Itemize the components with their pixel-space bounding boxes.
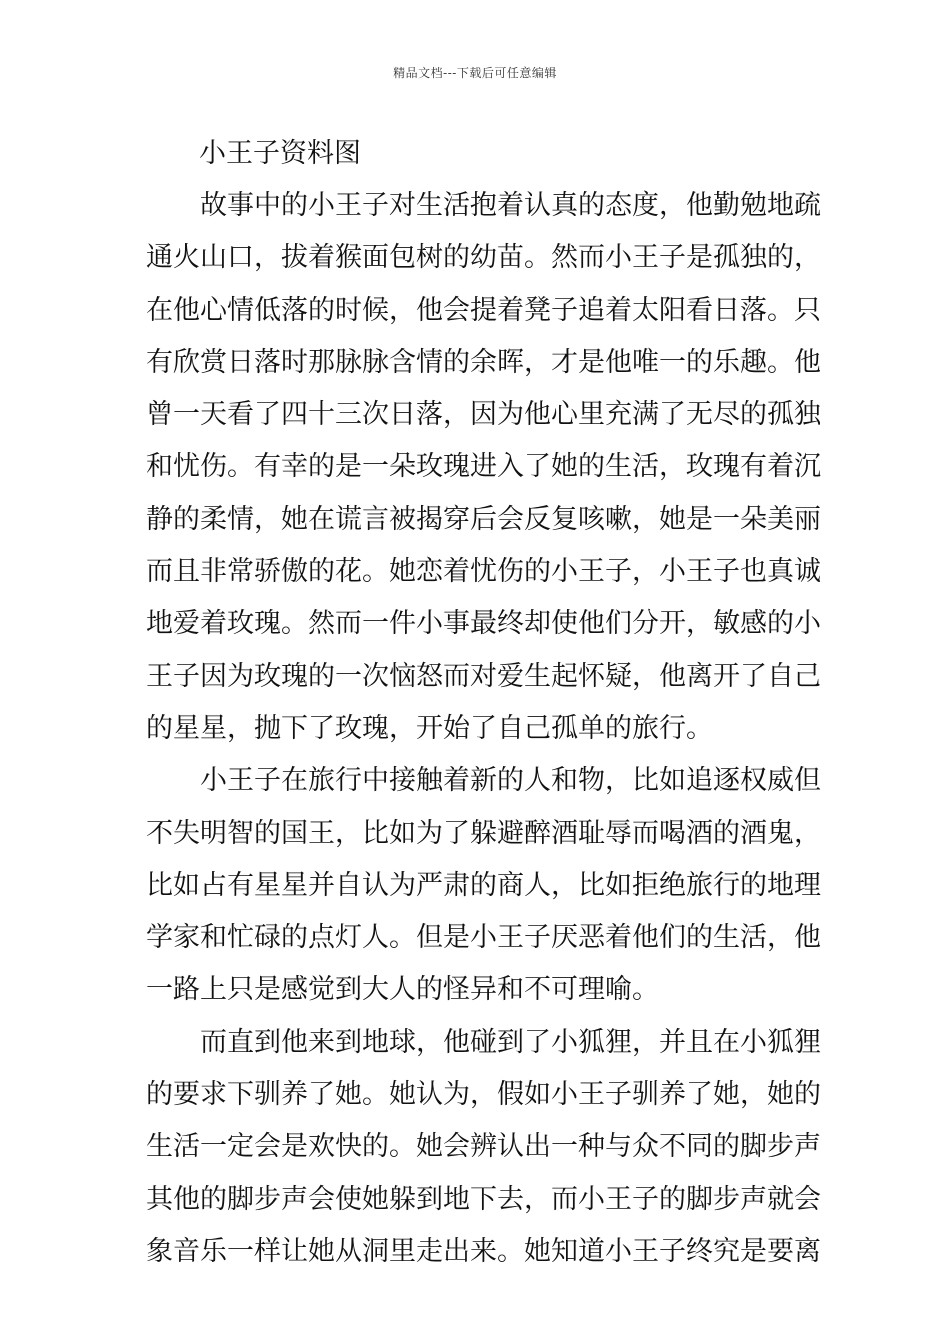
document-body [146, 128, 821, 1278]
paragraph-line: 的星星，抛下了玫瑰，开始了自己孤单的旅行。 [146, 712, 713, 744]
paragraph-line: 和忧伤。有幸的是一朵玫瑰进入了她的生活，玫瑰有着沉 [146, 451, 821, 483]
paragraph-line: 的要求下驯养了她。她认为，假如小王子驯养了她，她的 [146, 1079, 821, 1111]
paragraph-line: 曾一天看了四十三次日落，因为他心里充满了无尽的孤独 [146, 399, 821, 431]
paragraph-line: 故事中的小王子对生活抱着认真的态度，他勤勉地疏 [200, 190, 821, 221]
paragraph-line: 不失明智的国王，比如为了躲避醉酒耻辱而喝酒的酒鬼， [146, 817, 821, 849]
paragraph-line: 小王子在旅行中接触着新的人和物，比如追逐权威但 [200, 765, 821, 797]
paragraph-line: 象音乐一样让她从洞里走出来。她知道小王子终究是要离 [146, 1235, 821, 1267]
paragraph-line: 学家和忙碌的点灯人。但是小王子厌恶着他们的生活，他 [146, 922, 821, 954]
paragraph-line: 有欣赏日落时那脉脉含情的余晖，才是他唯一的乐趣。他 [146, 346, 821, 378]
paragraph-line: 在他心情低落的时候，他会提着凳子追着太阳看日落。只 [146, 294, 821, 326]
paragraph-line: 王子因为玫瑰的一次恼怒而对爱生起怀疑，他离开了自己 [146, 660, 821, 692]
paragraph-line: 静的柔情，她在谎言被揭穿后会反复咳嗽，她是一朵美丽 [146, 503, 821, 535]
paragraph-line: 生活一定会是欢快的。她会辨认出一种与众不同的脚步声 [146, 1131, 821, 1163]
paragraph-line: 地爱着玫瑰。然而一件小事最终却使他们分开，敏感的小 [146, 608, 821, 640]
document-title: 小王子资料图 [199, 138, 361, 169]
page-header: 精品文档---下载后可任意编辑 [393, 66, 557, 80]
paragraph-line: 一路上只是感觉到大人的怪异和不可理喻。 [146, 974, 659, 1006]
paragraph-line: 而且非常骄傲的花。她恋着忧伤的小王子，小王子也真诚 [146, 556, 821, 588]
paragraph-line: 比如占有星星并自认为严肃的商人，比如拒绝旅行的地理 [146, 869, 821, 901]
paragraph-line: 而直到他来到地球，他碰到了小狐狸，并且在小狐狸 [200, 1026, 821, 1058]
paragraph-line: 通火山口，拔着猴面包树的幼苗。然而小王子是孤独的， [146, 242, 821, 274]
paragraph-line: 其他的脚步声会使她躲到地下去，而小王子的脚步声就会 [146, 1183, 821, 1215]
